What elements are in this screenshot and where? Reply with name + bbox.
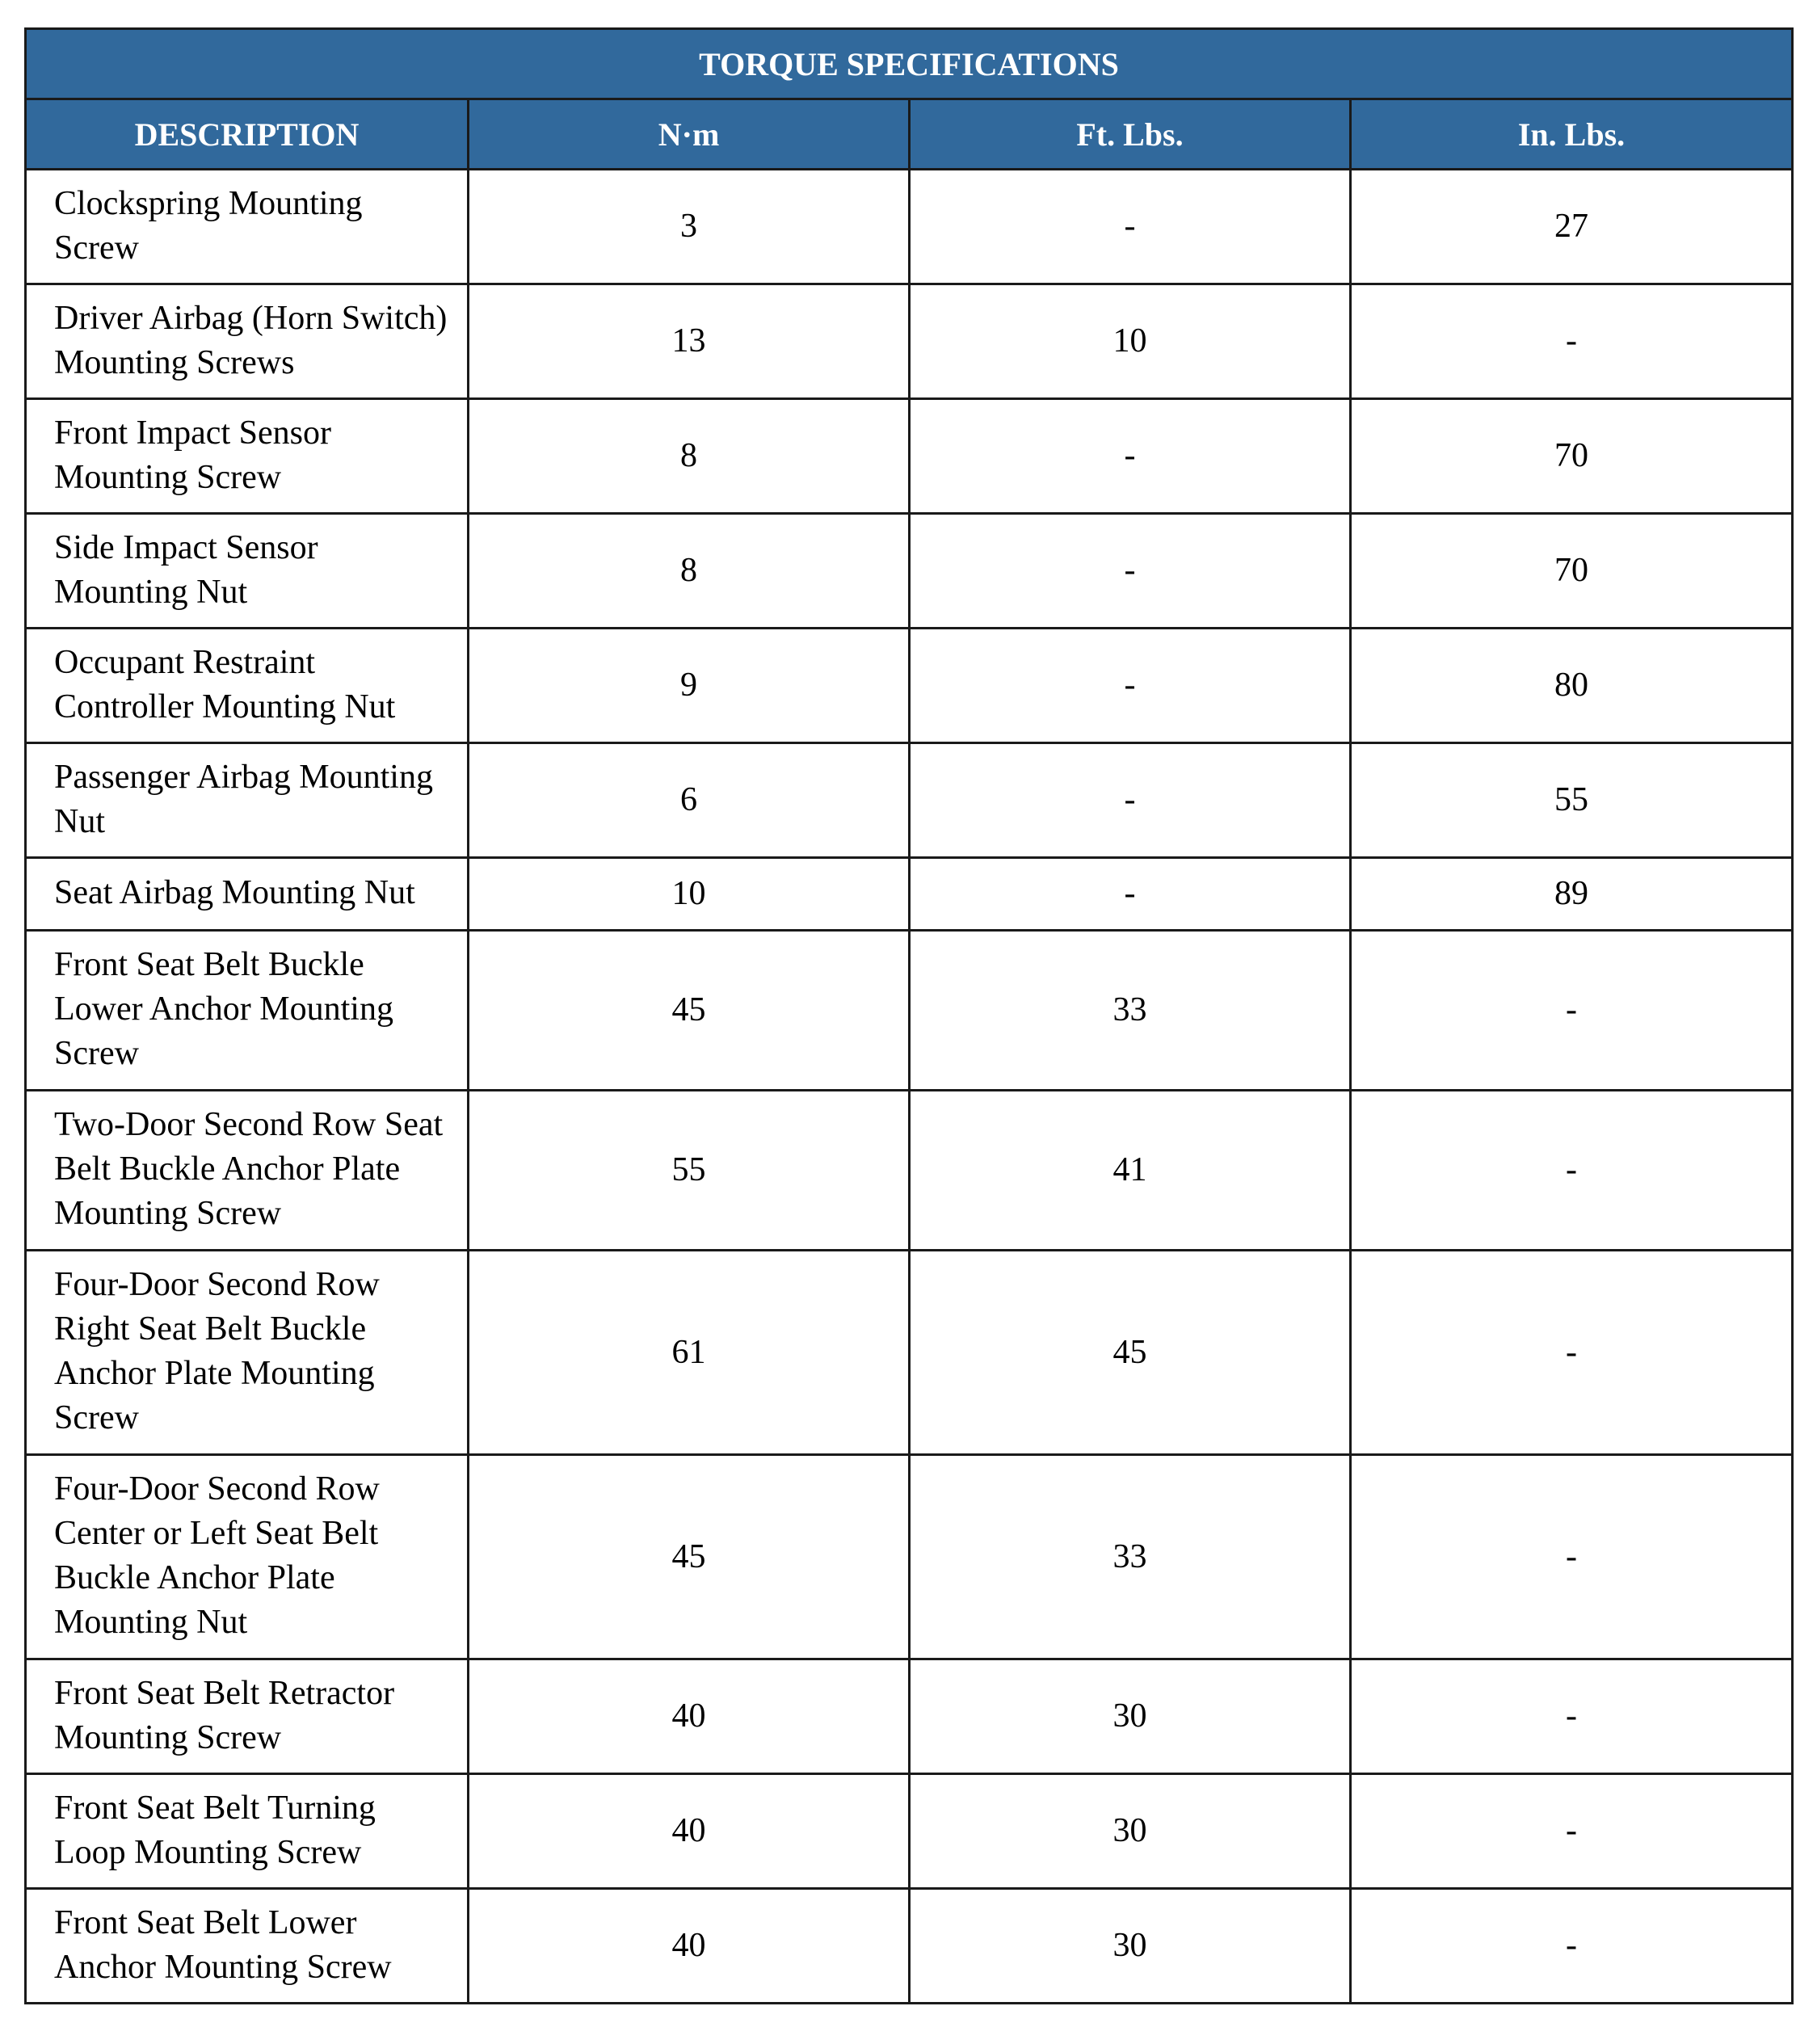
row-in-lbs-value: - <box>1351 1251 1793 1455</box>
table-row <box>26 1091 1793 1251</box>
row-ft-lbs-value: - <box>910 170 1351 284</box>
row-description: Front Seat Belt Retractor Mounting Screw <box>26 1659 469 1774</box>
row-ft-lbs-value: 33 <box>910 1455 1351 1659</box>
table-row <box>26 1889 1793 2004</box>
table-row <box>26 743 1793 858</box>
table-title: TORQUE SPECIFICATIONS <box>26 29 1793 99</box>
column-header-description: DESCRIPTION <box>26 99 469 170</box>
table-title-row <box>26 29 1793 99</box>
row-in-lbs-value: - <box>1351 1455 1793 1659</box>
row-in-lbs-value: - <box>1351 1659 1793 1774</box>
row-nm-value: 6 <box>469 743 910 858</box>
row-description: Two-Door Second Row Seat Belt Buckle Anchor Plate Mounting Screw <box>26 1091 469 1251</box>
column-header-ft-lbs: Ft. Lbs. <box>910 99 1351 170</box>
row-in-lbs-value: 70 <box>1351 399 1793 514</box>
row-nm-value: 61 <box>469 1251 910 1455</box>
row-description: Clockspring Mounting Screw <box>26 170 469 284</box>
row-in-lbs-value: 70 <box>1351 514 1793 629</box>
row-in-lbs-value: 80 <box>1351 629 1793 743</box>
table-header-row <box>26 99 1793 170</box>
row-ft-lbs-value: 10 <box>910 284 1351 399</box>
row-nm-value: 45 <box>469 931 910 1091</box>
row-in-lbs-value: 89 <box>1351 858 1793 931</box>
row-nm-value: 8 <box>469 399 910 514</box>
row-description: Front Seat Belt Lower Anchor Mounting Screw <box>26 1889 469 2004</box>
row-in-lbs-value: - <box>1351 1091 1793 1251</box>
row-in-lbs-value: - <box>1351 284 1793 399</box>
row-ft-lbs-value: 33 <box>910 931 1351 1091</box>
table-row <box>26 1774 1793 1889</box>
row-ft-lbs-value: - <box>910 399 1351 514</box>
table-row <box>26 1455 1793 1659</box>
row-description: Occupant Restraint Controller Mounting Nut <box>26 629 469 743</box>
row-nm-value: 9 <box>469 629 910 743</box>
table-row <box>26 399 1793 514</box>
row-nm-value: 55 <box>469 1091 910 1251</box>
row-description: Front Seat Belt Turning Loop Mounting Screw <box>26 1774 469 1889</box>
row-ft-lbs-value: 30 <box>910 1889 1351 2004</box>
column-header-in-lbs: In. Lbs. <box>1351 99 1793 170</box>
table-row <box>26 629 1793 743</box>
table-row <box>26 1251 1793 1455</box>
row-description: Seat Airbag Mounting Nut <box>26 858 469 931</box>
column-header-nm: N·m <box>469 99 910 170</box>
row-ft-lbs-value: - <box>910 514 1351 629</box>
torque-specifications-table <box>24 27 1794 2004</box>
table-row <box>26 931 1793 1091</box>
row-description: Four-Door Second Row Right Seat Belt Buckle Anchor Plate Mounting Screw <box>26 1251 469 1455</box>
row-description: Front Impact Sensor Mounting Screw <box>26 399 469 514</box>
row-ft-lbs-value: - <box>910 743 1351 858</box>
row-description: Side Impact Sensor Mounting Nut <box>26 514 469 629</box>
row-description: Front Seat Belt Buckle Lower Anchor Mounting Screw <box>26 931 469 1091</box>
row-in-lbs-value: 27 <box>1351 170 1793 284</box>
row-in-lbs-value: - <box>1351 931 1793 1091</box>
row-nm-value: 40 <box>469 1659 910 1774</box>
row-nm-value: 8 <box>469 514 910 629</box>
row-in-lbs-value: - <box>1351 1774 1793 1889</box>
row-ft-lbs-value: 41 <box>910 1091 1351 1251</box>
row-ft-lbs-value: 45 <box>910 1251 1351 1455</box>
row-description: Driver Airbag (Horn Switch) Mounting Screws <box>26 284 469 399</box>
row-description: Passenger Airbag Mounting Nut <box>26 743 469 858</box>
row-nm-value: 40 <box>469 1889 910 2004</box>
row-nm-value: 45 <box>469 1455 910 1659</box>
row-in-lbs-value: 55 <box>1351 743 1793 858</box>
row-nm-value: 10 <box>469 858 910 931</box>
row-description: Four-Door Second Row Center or Left Seat Belt Buckle Anchor Plate Mounting Nut <box>26 1455 469 1659</box>
row-ft-lbs-value: - <box>910 629 1351 743</box>
table-row <box>26 858 1793 931</box>
row-ft-lbs-value: - <box>910 858 1351 931</box>
row-in-lbs-value: - <box>1351 1889 1793 2004</box>
row-nm-value: 3 <box>469 170 910 284</box>
table-row <box>26 284 1793 399</box>
row-ft-lbs-value: 30 <box>910 1774 1351 1889</box>
row-nm-value: 13 <box>469 284 910 399</box>
table-row <box>26 170 1793 284</box>
row-ft-lbs-value: 30 <box>910 1659 1351 1774</box>
table-row <box>26 514 1793 629</box>
table-row <box>26 1659 1793 1774</box>
row-nm-value: 40 <box>469 1774 910 1889</box>
